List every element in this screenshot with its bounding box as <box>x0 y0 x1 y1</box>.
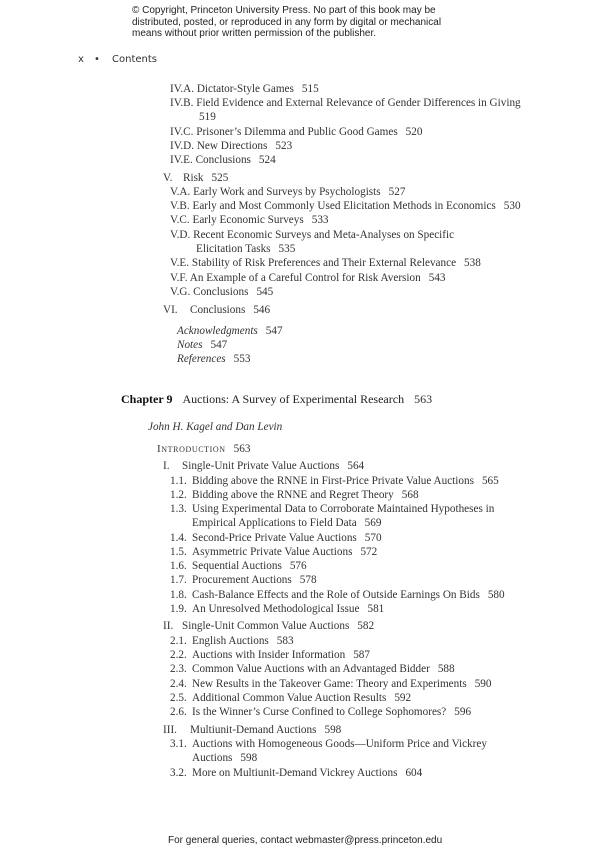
toc-page: 565 <box>481 475 499 487</box>
bullet-separator: • <box>94 54 100 65</box>
running-head-title: Contents <box>112 54 157 65</box>
toc-entry[interactable]: V.D. Recent Economic Surveys and Meta-Analyses on Specific <box>170 229 455 241</box>
toc-page: 545 <box>256 286 274 298</box>
toc-page: 569 <box>364 517 382 529</box>
toc-page: 547 <box>210 339 228 351</box>
toc-page: 515 <box>301 83 319 95</box>
toc-page: 598 <box>324 724 342 736</box>
toc-entry[interactable]: 1.5. Asymmetric Private Value Auctions 572 <box>170 546 378 558</box>
toc-page: 519 <box>199 111 216 123</box>
toc-entry[interactable]: V.A. Early Work and Surveys by Psychologists 527 <box>170 186 406 198</box>
toc-backmatter-notes[interactable]: Notes 547 <box>177 339 228 351</box>
toc-entry[interactable]: 1.7. Procurement Auctions 578 <box>170 574 317 586</box>
toc-chapter-9[interactable] <box>121 392 432 406</box>
toc-page: 604 <box>405 767 423 779</box>
toc-page: 553 <box>233 353 251 365</box>
copyright-line: means without prior written permission of the publisher. <box>132 28 377 39</box>
toc-entry[interactable]: 2.1. English Auctions 583 <box>170 635 294 647</box>
toc-page: 587 <box>353 649 370 661</box>
toc-page: 563 <box>233 443 251 455</box>
toc-page: 580 <box>487 589 505 601</box>
toc-entry[interactable]: 2.5. Additional Common Value Auction Results 592 <box>170 692 412 704</box>
toc-entry[interactable]: 1.3. Using Experimental Data to Corroborate Maintained Hypotheses in <box>170 503 495 515</box>
toc-page: 546 <box>253 304 271 316</box>
toc-entry[interactable]: 2.6. Is the Winner’s Curse Confined to College Sophomores? 596 <box>170 706 472 718</box>
toc-entry[interactable]: 1.2. Bidding above the RNNE and Regret Theory 568 <box>170 489 419 501</box>
toc-entry-continuation: Auctions 598 <box>192 752 258 764</box>
toc-page: 535 <box>278 243 296 255</box>
toc-page: 582 <box>357 620 375 632</box>
toc-page: 572 <box>360 546 378 558</box>
toc-page: 543 <box>428 272 446 284</box>
toc-entry[interactable]: V.E. Stability of Risk Preferences and Their External Relevance 538 <box>170 257 481 269</box>
toc-entry[interactable]: 2.3. Common Value Auctions with an Advantaged Bidder 588 <box>170 663 455 675</box>
toc-entry[interactable]: IV.E. Conclusions 524 <box>170 154 276 166</box>
toc-page: 563 <box>414 392 433 406</box>
toc-section[interactable]: VI. Conclusions 546 <box>163 304 271 316</box>
toc-page: 533 <box>311 214 329 226</box>
toc-entry-continuation: Elicitation Tasks 535 <box>196 243 296 255</box>
toc-entry[interactable]: V.B. Early and Most Commonly Used Elicitation Methods in Economics 530 <box>170 200 521 212</box>
toc-entry[interactable]: V.G. Conclusions 545 <box>170 286 274 298</box>
toc-page: 590 <box>474 678 492 690</box>
toc-entry[interactable]: IV.D. New Directions 523 <box>170 140 293 152</box>
toc-page: 527 <box>388 186 406 198</box>
copyright-line: © Copyright, Princeton University Press. No part of this book may be <box>132 5 436 16</box>
copyright-line: distributed, posted, or reproduced in any form by digital or mechanical <box>132 16 442 28</box>
toc-page: 576 <box>289 560 307 572</box>
toc-entry[interactable]: 1.4. Second-Price Private Value Auctions 570 <box>170 532 382 544</box>
toc-entry[interactable]: 1.1. Bidding above the RNNE in First-Price Private Value Auctions 565 <box>170 475 499 487</box>
toc-page: 581 <box>367 603 385 615</box>
toc-entry[interactable]: V.C. Early Economic Surveys 533 <box>170 214 329 226</box>
toc-page: 583 <box>276 635 294 647</box>
toc-page: 524 <box>258 154 276 166</box>
toc-entry[interactable]: 1.8. Cash-Balance Effects and the Role of Outside Earnings On Bids 580 <box>170 589 505 601</box>
toc-page: 596 <box>454 706 472 718</box>
toc-entry[interactable]: IV.C. Prisoner’s Dilemma and Public Good Games 520 <box>170 126 423 138</box>
toc-page: 525 <box>211 172 229 184</box>
toc-page: 568 <box>401 489 419 501</box>
toc-entry-continuation: Empirical Applications to Field Data 569 <box>192 517 382 529</box>
chapter-label: Chapter 9 <box>121 392 173 406</box>
toc-backmatter-acknowledgments[interactable]: Acknowledgments 547 <box>177 325 283 337</box>
toc-entry[interactable]: 1.9. An Unresolved Methodological Issue 581 <box>170 603 385 615</box>
running-head <box>78 54 157 65</box>
toc-page: 588 <box>437 663 455 675</box>
toc-page: 547 <box>265 325 283 337</box>
toc-entry[interactable]: IV.B. Field Evidence and External Relevance of Gender Differences in Giving <box>170 97 521 109</box>
toc-page: 564 <box>347 460 365 472</box>
toc-page: 523 <box>275 140 293 152</box>
toc-page: 598 <box>240 752 258 764</box>
toc-page: 570 <box>364 532 382 544</box>
chapter-authors: John H. Kagel and Dan Levin <box>148 421 283 433</box>
toc-entry[interactable]: 3.2. More on Multiunit-Demand Vickrey Auctions 604 <box>170 767 423 779</box>
chapter-title: Auctions: A Survey of Experimental Research <box>182 392 405 406</box>
toc-page: 520 <box>405 126 423 138</box>
toc-entry[interactable]: 1.6. Sequential Auctions 576 <box>170 560 307 572</box>
page-number: x <box>78 54 84 65</box>
toc-entry[interactable]: 2.4. New Results in the Takeover Game: Theory and Experiments 590 <box>170 678 492 690</box>
toc-entry[interactable]: 3.1. Auctions with Homogeneous Goods—Uniform Price and Vickrey <box>170 738 487 750</box>
toc-page-continuation <box>199 110 216 124</box>
toc-section[interactable]: III. Multiunit-Demand Auctions 598 <box>163 724 342 736</box>
footer-contact: For general queries, contact webmaster@press.princeton.edu <box>168 835 443 846</box>
toc-entry[interactable]: IV.A. Dictator-Style Games 515 <box>170 83 319 95</box>
toc-backmatter-references[interactable]: References 553 <box>177 353 251 365</box>
toc-section[interactable]: V. Risk 525 <box>163 172 229 184</box>
toc-page: 592 <box>394 692 412 704</box>
toc-page: 578 <box>299 574 317 586</box>
toc-page: 530 <box>503 200 521 212</box>
toc-introduction[interactable]: Introduction 563 <box>157 443 251 455</box>
copyright-notice <box>132 5 462 40</box>
toc-section[interactable]: II. Single-Unit Common Value Auctions 582 <box>163 620 375 632</box>
toc-page: 538 <box>464 257 481 269</box>
toc-entry[interactable]: 2.2. Auctions with Insider Information 587 <box>170 649 370 661</box>
toc-entry[interactable]: V.F. An Example of a Careful Control for Risk Aversion 543 <box>170 272 446 284</box>
toc-section[interactable]: I. Single-Unit Private Value Auctions 564 <box>163 460 365 472</box>
